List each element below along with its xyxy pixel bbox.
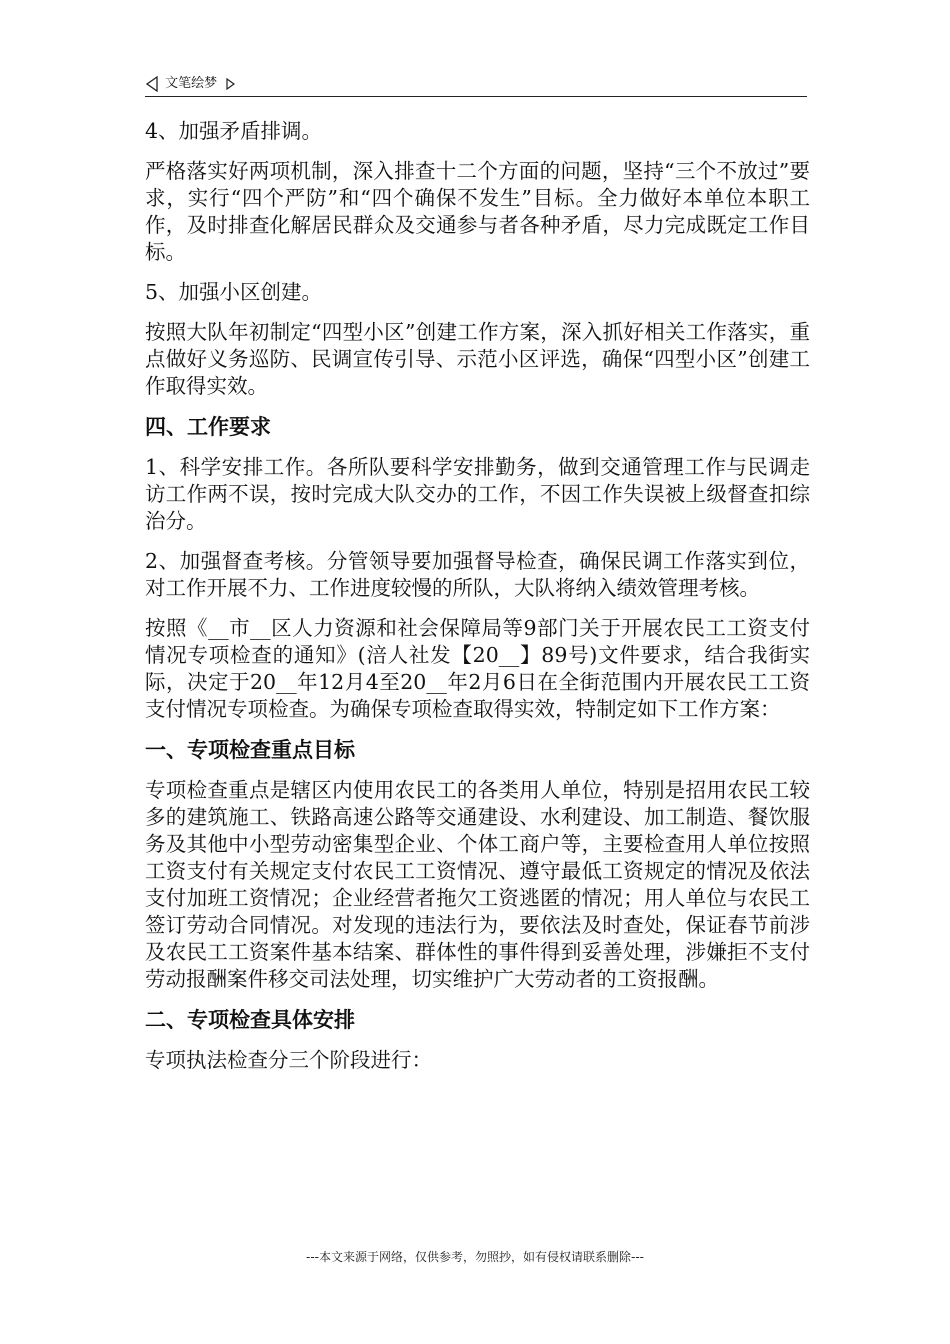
paragraph: 严格落实好两项机制，深入排查十二个方面的问题，坚持“三个不放过”要求，实行“四个严防”和“四个确保不发生”目标。全力做好本单位本职工作，及时排查化解居民群众及交通参与者各种矛盾，尽力完成既定工作目标。 <box>145 159 810 264</box>
paragraph: 1、科学安排工作。各所队要科学安排勤务，做到交通管理工作与民调走访工作两不误，按时完成大队交办的工作，不因工作失误被上级督查扣综治分。 <box>145 455 810 533</box>
paragraph: 专项检查重点是辖区内使用农民工的各类用人单位，特别是招用农民工较多的建筑施工、铁路高速公路等交通建设、水利建设、加工制造、餐饮服务及其他中小型劳动密集型企业、个体工商户等，主要检查用人单位按照工资支付有关规定支付农民工工资情况、遵守最低工资规定的情况及依法支付加班工资情况；企业经营者拖欠工资逃匿的情况；用人单位与农民工签订劳动合同情况。对发现的违法行为，要依法及时查处，保证春节前涉及农民工工资案件基本结案、群体性的事件得到妥善处理，涉嫌拒不支付劳动报酬案件移交司法处理，切实维护广大劳动者的工资报酬。 <box>145 778 810 991</box>
paragraph: 2、加强督查考核。分管领导要加强督导检查，确保民调工作落实到位，对工作开展不力、工作进度较慢的所队，大队将纳入绩效管理考核。 <box>145 549 810 600</box>
paragraph: 按照大队年初制定“四型小区”创建工作方案，深入抓好相关工作落实，重点做好义务巡防、民调宣传引导、示范小区评选，确保“四型小区”创建工作取得实效。 <box>145 320 810 398</box>
page-header <box>145 74 807 97</box>
paragraph: 5、加强小区创建。 <box>145 280 323 304</box>
triangle-right-icon <box>225 78 235 90</box>
page-footer: ---本文来源于网络，仅供参考，勿照抄，如有侵权请联系删除--- <box>306 1250 644 1264</box>
section-heading: 二、专项检查具体安排 <box>145 1008 355 1032</box>
document-body <box>145 118 810 1087</box>
paragraph: 按照《__市__区人力资源和社会保障局等9部门关于开展农民工工资支付情况专项检查的通知》(涪人社发【20__】89号)文件要求，结合我街实际，决定于20__年12月4至20__年2月6日在全街范围内开展农民工工资支付情况专项检查。为确保专项检查取得实效，特制定如下工作方案： <box>145 616 810 721</box>
section-heading: 一、专项检查重点目标 <box>145 738 355 762</box>
paragraph: 4、加强矛盾排调。 <box>145 119 323 143</box>
header-brand: 文笔绘梦 <box>165 76 218 91</box>
section-heading: 四、工作要求 <box>145 415 271 439</box>
paragraph: 专项执法检查分三个阶段进行： <box>145 1048 432 1072</box>
triangle-left-icon <box>145 76 159 92</box>
